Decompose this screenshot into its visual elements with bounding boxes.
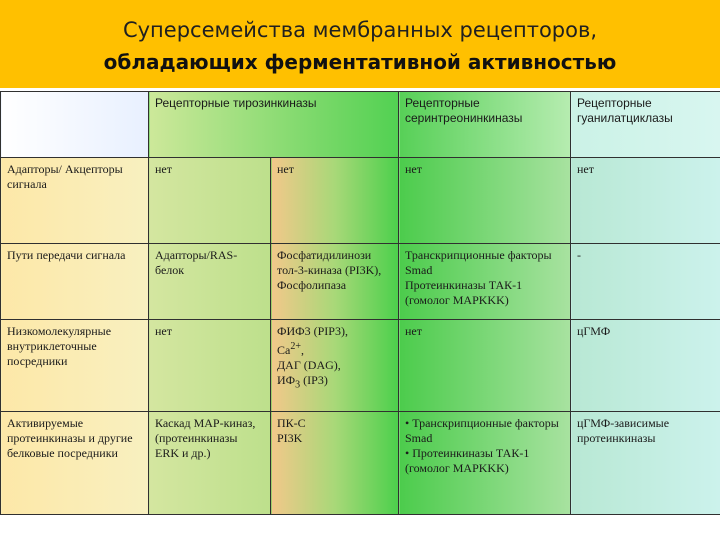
calcium-charge: 2+ [290,341,301,352]
cell-line: (протеинкиназы ERK и др.) [155,431,238,460]
punctuation: , [300,343,304,357]
table-cell: Адапторы/RAS-белок [149,244,271,320]
cell-line [277,339,392,358]
table-cell: нет [571,158,720,244]
receptor-superfamily-table [0,91,720,515]
row-label-adaptors: Адапторы/ Акцепторы сигнала [1,158,149,244]
table-row [1,244,720,320]
table-cell: Фосфатидилинози тол-3-киназа (PI3K), Фосфолипаза [271,244,399,320]
table-cell: нет [149,320,271,412]
table-cell: - [571,244,720,320]
table-cell: цГМФ [571,320,720,412]
cell-line: ФИФ3 (PIP3), [277,324,348,338]
cell-line: Протеинкиназы ТАК-1 (гомолог MAPKKK) [405,278,523,307]
table-cell: цГМФ-зависимые протеинкиназы [571,412,720,515]
table-header-row [1,92,720,158]
table-row [1,158,720,244]
table-cell: нет [149,158,271,244]
ip3-symbol: ИФ [277,373,296,387]
table-cell [271,320,399,412]
header-empty-cell [1,92,149,158]
cell-line [277,373,392,392]
table-cell [399,412,571,515]
header-guanylate-cyclases: Рецепторные гуанилатциклазы [571,92,720,158]
table-cell: нет [399,320,571,412]
cell-line: ДАГ (DAG), [277,358,341,372]
calcium-symbol: Ca [277,343,291,357]
row-label-activated-kinases: Активируемые протеинкиназы и другие белковые посредники [1,412,149,515]
page-title-line-1: Суперсемейства мембранных рецепторов, [122,18,598,42]
table-cell [271,412,399,515]
table-cell: нет [399,158,571,244]
table-cell [399,244,571,320]
cell-line: Каскад MAP-киназ, [155,416,256,430]
header-serine-threonine-kinases: Рецепторные серинтреонинкиназы [399,92,571,158]
cell-line: PI3K [277,431,303,445]
row-label-second-messengers: Низкомолекулярные внутриклеточные посредники [1,320,149,412]
cell-line: • Транскрипционные факторы Smad [405,416,559,445]
ip3-subscript: 3 [295,379,301,391]
cell-line: ПК-С [277,416,306,430]
table-row [1,320,720,412]
table-row [1,412,720,515]
cell-line: Транскрипционные факторы Smad [405,248,552,277]
ip3-suffix: (IP3) [300,373,328,387]
table-cell: нет [271,158,399,244]
cell-line: • Протеинкиназы ТАК-1 (гомолог MAPKKK) [405,446,530,475]
header-tyrosine-kinases: Рецепторные тирозинкиназы [149,92,399,158]
title-bar [0,0,720,88]
table-cell [149,412,271,515]
page-title-line-2: обладающих ферментативной активностью [103,50,617,74]
row-label-signal-pathways: Пути передачи сигнала [1,244,149,320]
